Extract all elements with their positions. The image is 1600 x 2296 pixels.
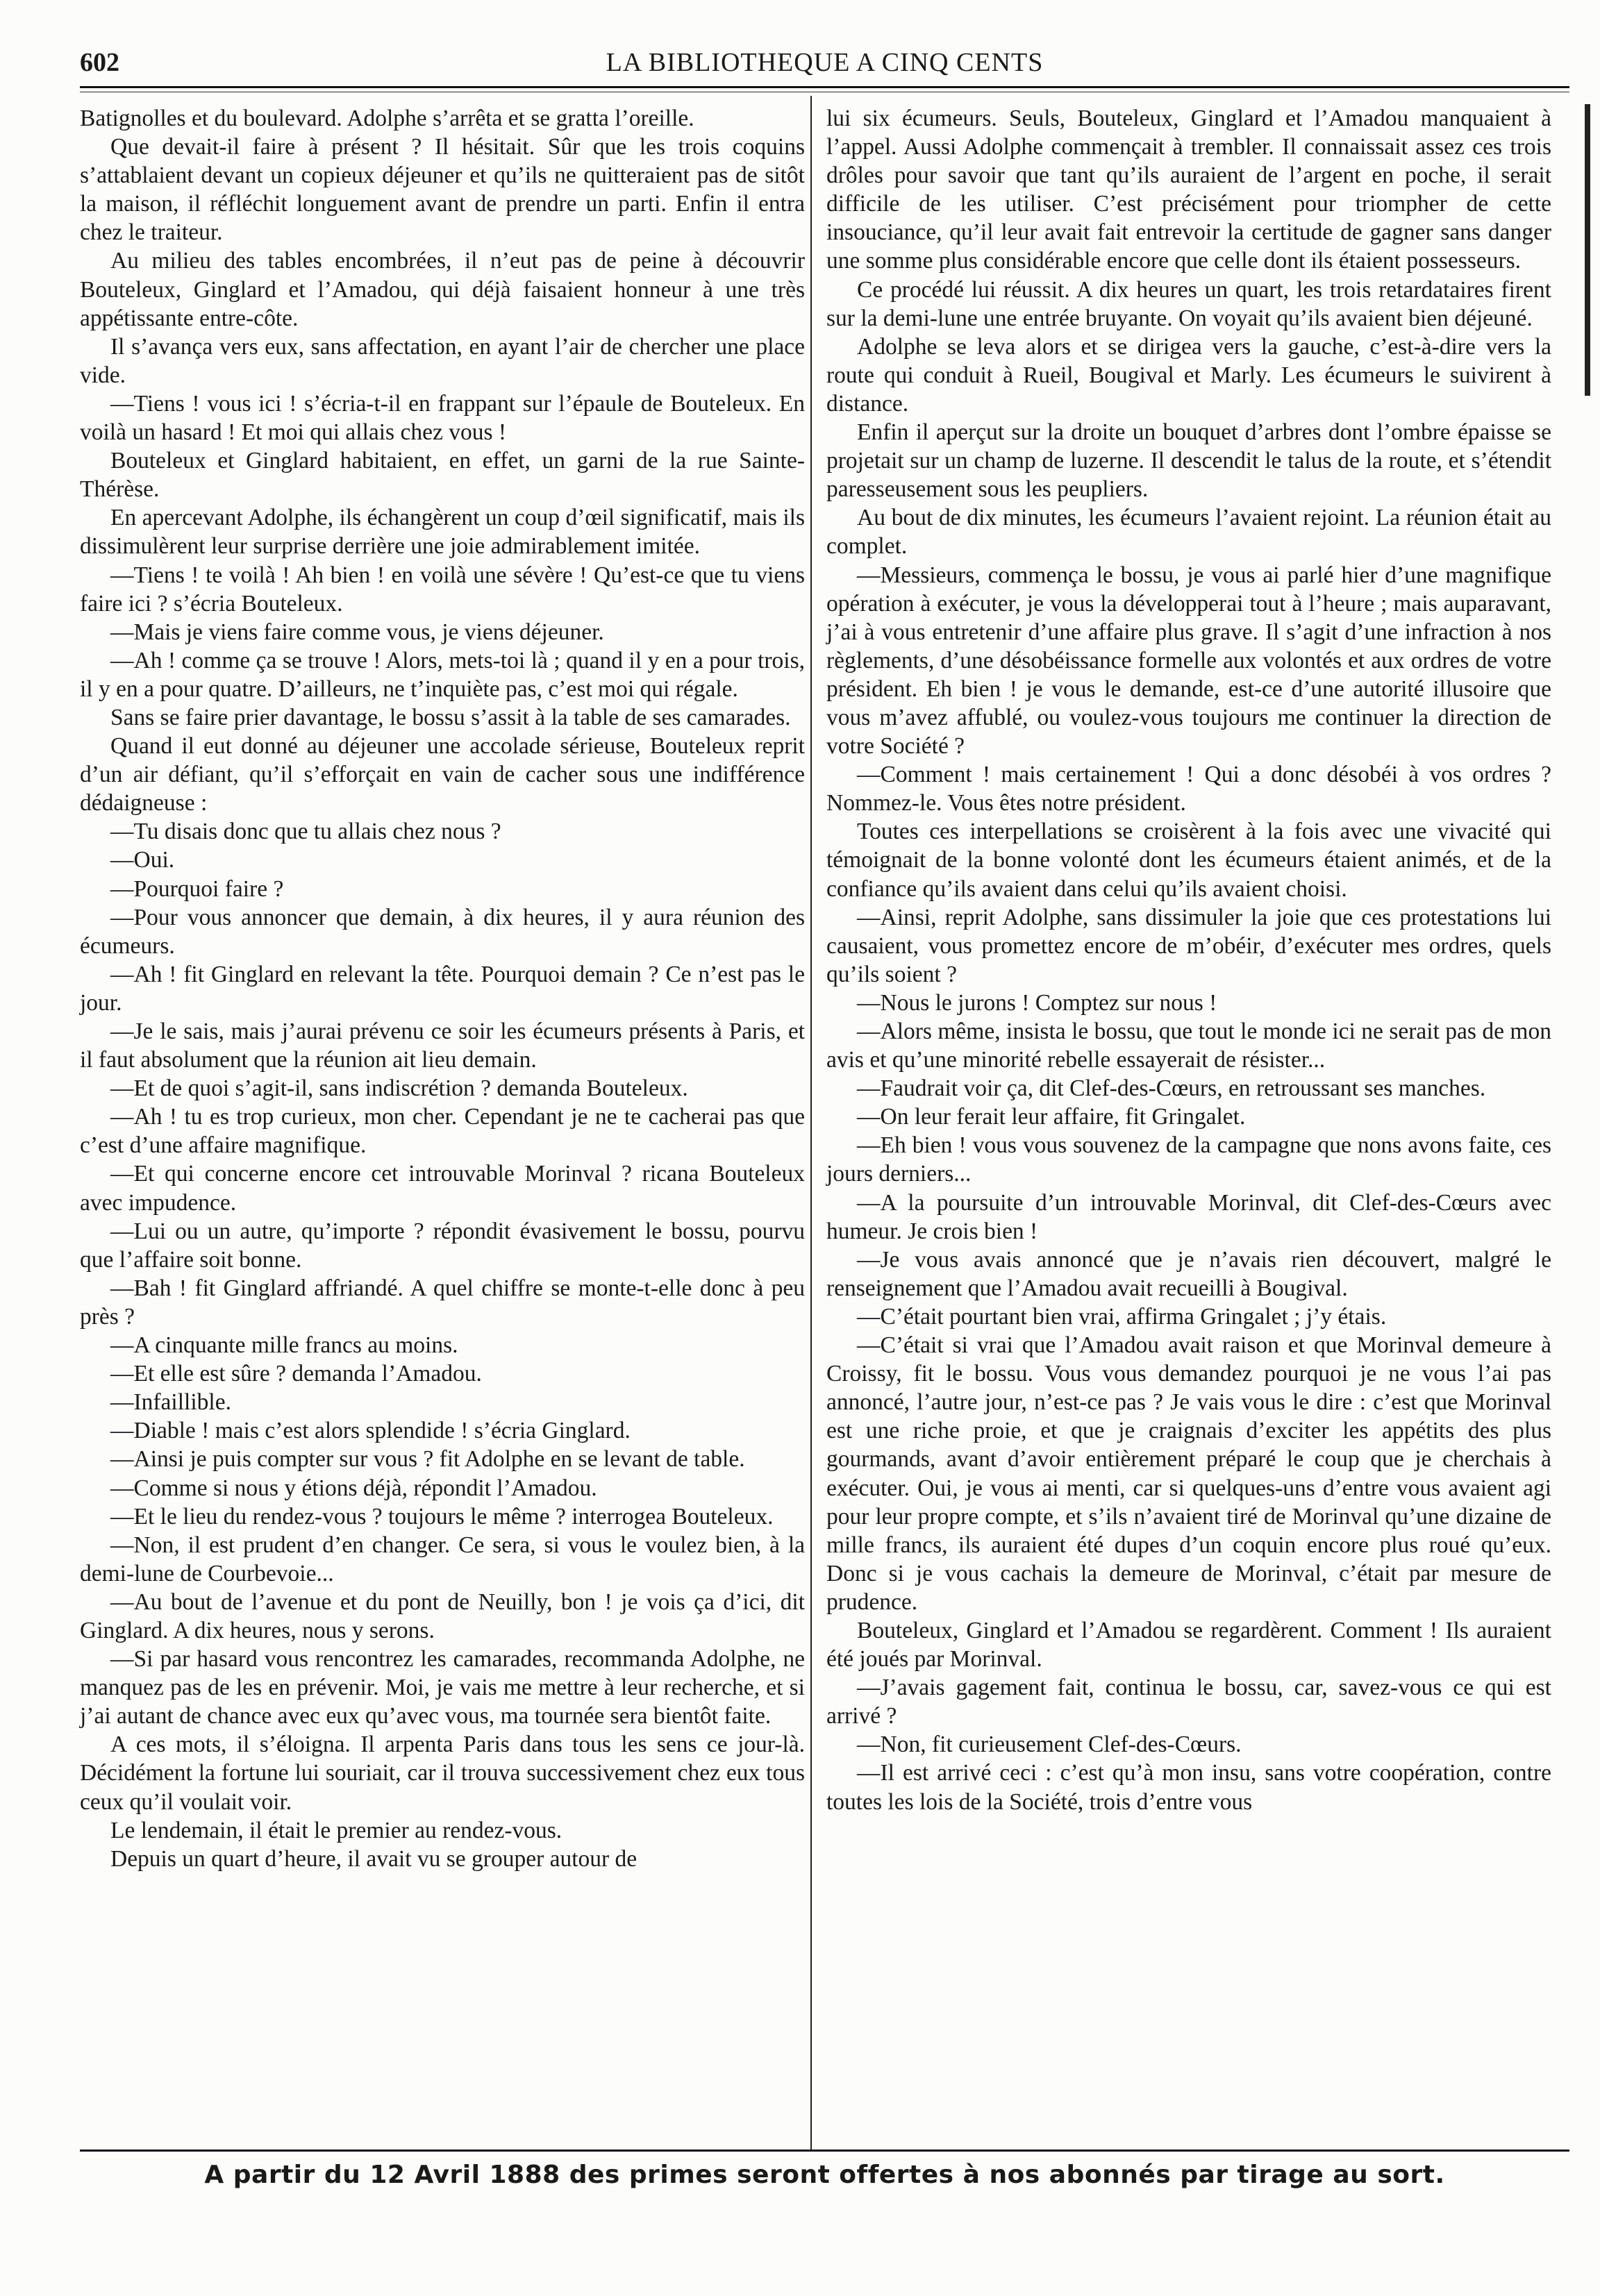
paragraph: —Bah ! fit Ginglard affriandé. A quel chiffre se monte-t-elle donc à peu près ? bbox=[80, 1275, 805, 1330]
paragraph: Que devait-il faire à présent ? Il hésitait. Sûr que les trois coquins s’attablaient devant un copieux déjeuner et qu’ils ne quitteraient pas de sitôt la maison, il réfléchit longuement avant de prendre un parti. Enfin il entra chez le traiteur. bbox=[80, 134, 805, 246]
paragraph: Le lendemain, il était le premier au rendez-vous. bbox=[110, 1817, 562, 1843]
paragraph: —Messieurs, commença le bossu, je vous ai parlé hier d’une magnifique opération à exécuter, je vous la développerai tout à l’heure ; mais auparavant, j’ai à vous entretenir d’une affaire plus grave. Il s’agit d’une infraction à nos règlements, d’une désobéissance formelle aux volontés et aux ordres de votre président. Eh bien ! je vous le demande, est-ce d’une autorité illusoire que vous m’avez affublé, ou voulez-vous toujours me continuer la direction de votre Société ? bbox=[826, 562, 1551, 760]
paragraph: Bouteleux, Ginglard et l’Amadou se regardèrent. Comment ! Ils auraient été joués par Morinval. bbox=[826, 1617, 1551, 1673]
paragraph: Bouteleux et Ginglard habitaient, en effet, un garni de la rue Sainte-Thérèse. bbox=[80, 448, 805, 503]
paragraph: —Alors même, insista le bossu, que tout le monde ici ne serait pas de mon avis et qu’une minorité rebelle essayerait de résister... bbox=[826, 1019, 1551, 1073]
paragraph: Sans se faire prier davantage, le bossu s’assit à la table de ses camarades. bbox=[110, 704, 791, 730]
paragraph: lui six écumeurs. Seuls, Bouteleux, Ginglard et l’Amadou manquaient à l’appel. Aussi Adolphe commençait à trembler. Il connaissait assez ces trois drôles pour savoir que tant qu’ils auraient de l’argent en poche, il serait difficile de les utiliser. C’est précisément pour triompher de cette insouciance, qu’il leur avait fait entrevoir la certitude de gagner sans danger une somme plus considérable encore que celle dont ils étaient possesseurs. bbox=[826, 106, 1551, 274]
header-rule bbox=[80, 86, 1569, 88]
paragraph: —Ah ! comme ça se trouve ! Alors, mets-toi là ; quand il y en a pour trois, il y en a pour quatre. D’ailleurs, ne t’inquiète pas, c’est moi qui régale. bbox=[80, 647, 805, 702]
paragraph: Enfin il aperçut sur la droite un bouquet d’arbres dont l’ombre épaisse se projetait sur un champ de luzerne. Il descendit le talus de la route, et s’étendit paresseusement sous les peupliers. bbox=[826, 419, 1551, 503]
paragraph: —Ainsi je puis compter sur vous ? fit Adolphe en se levant de table. bbox=[110, 1446, 745, 1473]
paragraph: En apercevant Adolphe, ils échangèrent un coup d’œil significatif, mais ils dissimulèrent leur surprise derrière une joie admirablement imitée. bbox=[80, 505, 805, 560]
paragraph: —Je le sais, mais j’aurai prévenu ce soir les écumeurs présents à Paris, et il faut absolument que la réunion ait lieu demain. bbox=[80, 1019, 805, 1073]
paragraph: Au bout de dix minutes, les écumeurs l’avaient rejoint. La réunion était au complet. bbox=[826, 505, 1551, 560]
paragraph: Adolphe se leva alors et se dirigea vers la gauche, c’est-à-dire vers la route qui conduit à Rueil, Bougival et Marly. Les écumeurs le suivirent à distance. bbox=[826, 333, 1551, 417]
paragraph: —Oui. bbox=[110, 847, 175, 873]
paragraph: —Diable ! mais c’est alors splendide ! s’écria Ginglard. bbox=[110, 1418, 631, 1444]
paragraph: Toutes ces interpellations se croisèrent à la fois avec une vivacité qui témoignait de la bonne volonté dont les écumeurs étaient animés, et de la confiance qu’ils avaient dans celui qu’ils avaient choisi. bbox=[826, 819, 1551, 902]
left-column bbox=[80, 104, 805, 1873]
page-header bbox=[80, 42, 1569, 83]
paragraph: —Ah ! tu es trop curieux, mon cher. Cependant je ne te cacherai pas que c’est d’une affaire magnifique. bbox=[80, 1104, 805, 1159]
paragraph: —A cinquante mille francs au moins. bbox=[110, 1332, 458, 1359]
paragraph: —Faudrait voir ça, dit Clef-des-Cœurs, en retroussant ses manches. bbox=[857, 1075, 1486, 1102]
paragraph: —Tu disais donc que tu allais chez nous ? bbox=[110, 819, 501, 845]
subscriber-notice: A partir du 12 Avril 1888 des primes seront offertes à nos abonnés par tirage au sort. bbox=[204, 2161, 1445, 2189]
paragraph: —Mais je viens faire comme vous, je viens déjeuner. bbox=[110, 619, 604, 645]
page-number: 602 bbox=[80, 48, 119, 77]
paragraph: —Au bout de l’avenue et du pont de Neuilly, bon ! je vois ça d’ici, dit Ginglard. A dix heures, nous y serons. bbox=[80, 1589, 805, 1643]
paragraph: —Il est arrivé ceci : c’est qu’à mon insu, sans votre coopération, contre toutes les lois de la Société, trois d’entre vous bbox=[826, 1760, 1551, 1815]
paragraph: A ces mots, il s’éloigna. Il arpenta Paris dans tous les sens ce jour-là. Décidément la fortune lui souriait, car il trouva successivement chez eux tous ceux qu’il voulait voir. bbox=[80, 1732, 805, 1815]
paragraph: —Lui ou un autre, qu’importe ? répondit évasivement le bossu, pourvu que l’affaire soit bonne. bbox=[80, 1218, 805, 1273]
paragraph: —A la poursuite d’un introuvable Morinval, dit Clef-des-Cœurs avec humeur. Je crois bien ! bbox=[826, 1189, 1551, 1244]
paragraph: —C’était pourtant bien vrai, affirma Gringalet ; j’y étais. bbox=[857, 1303, 1387, 1330]
running-title: LA BIBLIOTHEQUE A CINQ CENTS bbox=[606, 48, 1044, 77]
paragraph: Ce procédé lui réussit. A dix heures un quart, les trois retardataires firent sur la demi-lune une entrée bruyante. On voyait qu’ils avaient bien déjeuné. bbox=[826, 276, 1551, 331]
paragraph: —Si par hasard vous rencontrez les camarades, recommanda Adolphe, ne manquez pas de les en prévenir. Moi, je vais me mettre à leur recherche, et si j’ai autant de chance avec eux qu’avec vous, ma tournée sera bientôt faite. bbox=[80, 1646, 805, 1729]
paragraph: —Non, fit curieusement Clef-des-Cœurs. bbox=[857, 1732, 1242, 1758]
paragraph: —On leur ferait leur affaire, fit Gringalet. bbox=[857, 1104, 1246, 1130]
paragraph: —J’avais gagement fait, continua le bossu, car, savez-vous ce qui est arrivé ? bbox=[826, 1675, 1551, 1729]
paragraph: —Pour vous annoncer que demain, à dix heures, il y aura réunion des écumeurs. bbox=[80, 904, 805, 959]
paragraph: —Comment ! mais certainement ! Qui a donc désobéi à vos ordres ? Nommez-le. Vous êtes notre président. bbox=[826, 762, 1551, 816]
page-edge-mark bbox=[1585, 104, 1590, 396]
paragraph: —Je vous avais annoncé que je n’avais rien découvert, malgré le renseignement que l’Amadou avait recueilli à Bougival. bbox=[826, 1246, 1551, 1301]
paragraph: —Et de quoi s’agit-il, sans indiscrétion ? demanda Bouteleux. bbox=[110, 1075, 688, 1102]
paragraph: —Ainsi, reprit Adolphe, sans dissimuler la joie que ces protestations lui causaient, vous promettez encore de m’obéir, d’exécuter mes ordres, quels qu’ils soient ? bbox=[826, 904, 1551, 987]
paragraph: —Ah ! fit Ginglard en relevant la tête. Pourquoi demain ? Ce n’est pas le jour. bbox=[80, 961, 805, 1016]
paragraph: —Tiens ! vous ici ! s’écria-t-il en frappant sur l’épaule de Bouteleux. En voilà un hasard ! Et moi qui allais chez vous ! bbox=[80, 390, 805, 446]
paragraph: Il s’avança vers eux, sans affectation, en ayant l’air de chercher une place vide. bbox=[80, 333, 805, 388]
footer-rule bbox=[80, 2150, 1569, 2152]
paragraph: —Infaillible. bbox=[110, 1389, 231, 1416]
paragraph: —Et qui concerne encore cet introuvable Morinval ? ricana Bouteleux avec impudence. bbox=[80, 1161, 805, 1216]
paragraph: —Et elle est sûre ? demanda l’Amadou. bbox=[110, 1361, 482, 1387]
paragraph: —Nous le jurons ! Comptez sur nous ! bbox=[857, 989, 1217, 1016]
right-column bbox=[826, 104, 1551, 1816]
paragraph: —Pourquoi faire ? bbox=[110, 875, 284, 902]
paragraph: —C’était si vrai que l’Amadou avait raison et que Morinval demeure à Croissy, fit le bossu. Vous vous demandez pourquoi je ne vous l’ai pas annoncé, l’autre jour, n’est-ce pas ? Je vais vous le dire : c’est que Morinval est une riche proie, et que je craignais d’exciter les appétits des plus gourmands, avant d’avoir entièrement préparé le coup que je cherchais à exécuter. Oui, je vous ai menti, car si quelques-uns d’entre vous avaient agi pour leur propre compte, et s’ils n’avaient tiré de Morinval qu’une dizaine de mille francs, ils auraient été dupes d’un coquin encore plus roué qu’eux. Donc si je vous cachais la demeure de Morinval, c’était par mesure de prudence. bbox=[826, 1332, 1551, 1615]
column-divider bbox=[810, 96, 812, 2151]
paragraph: Quand il eut donné au déjeuner une accolade sérieuse, Bouteleux reprit d’un air défiant, qu’il s’efforçait en vain de cacher sous une indifférence dédaigneuse : bbox=[80, 733, 805, 816]
paragraph: —Et le lieu du rendez-vous ? toujours le même ? interrogea Bouteleux. bbox=[110, 1503, 774, 1530]
paragraph: —Eh bien ! vous vous souvenez de la campagne que nons avons faite, ces jours derniers... bbox=[826, 1132, 1551, 1187]
paragraph: Au milieu des tables encombrées, il n’eut pas de peine à découvrir Bouteleux, Ginglard et l’Amadou, qui déjà faisaient honneur à une très appétissante entre-côte. bbox=[80, 248, 805, 331]
paragraph: Depuis un quart d’heure, il avait vu se grouper autour de bbox=[110, 1845, 638, 1872]
paragraph: —Non, il est prudent d’en changer. Ce sera, si vous le voulez bien, à la demi-lune de Courbevoie... bbox=[80, 1532, 805, 1586]
paragraph: —Tiens ! te voilà ! Ah bien ! en voilà une sévère ! Qu’est-ce que tu viens faire ici ? s’écria Bouteleux. bbox=[80, 562, 805, 617]
paragraph: —Comme si nous y étions déjà, répondit l’Amadou. bbox=[110, 1475, 597, 1501]
paragraph: Batignolles et du boulevard. Adolphe s’arrêta et se gratta l’oreille. bbox=[80, 106, 694, 131]
